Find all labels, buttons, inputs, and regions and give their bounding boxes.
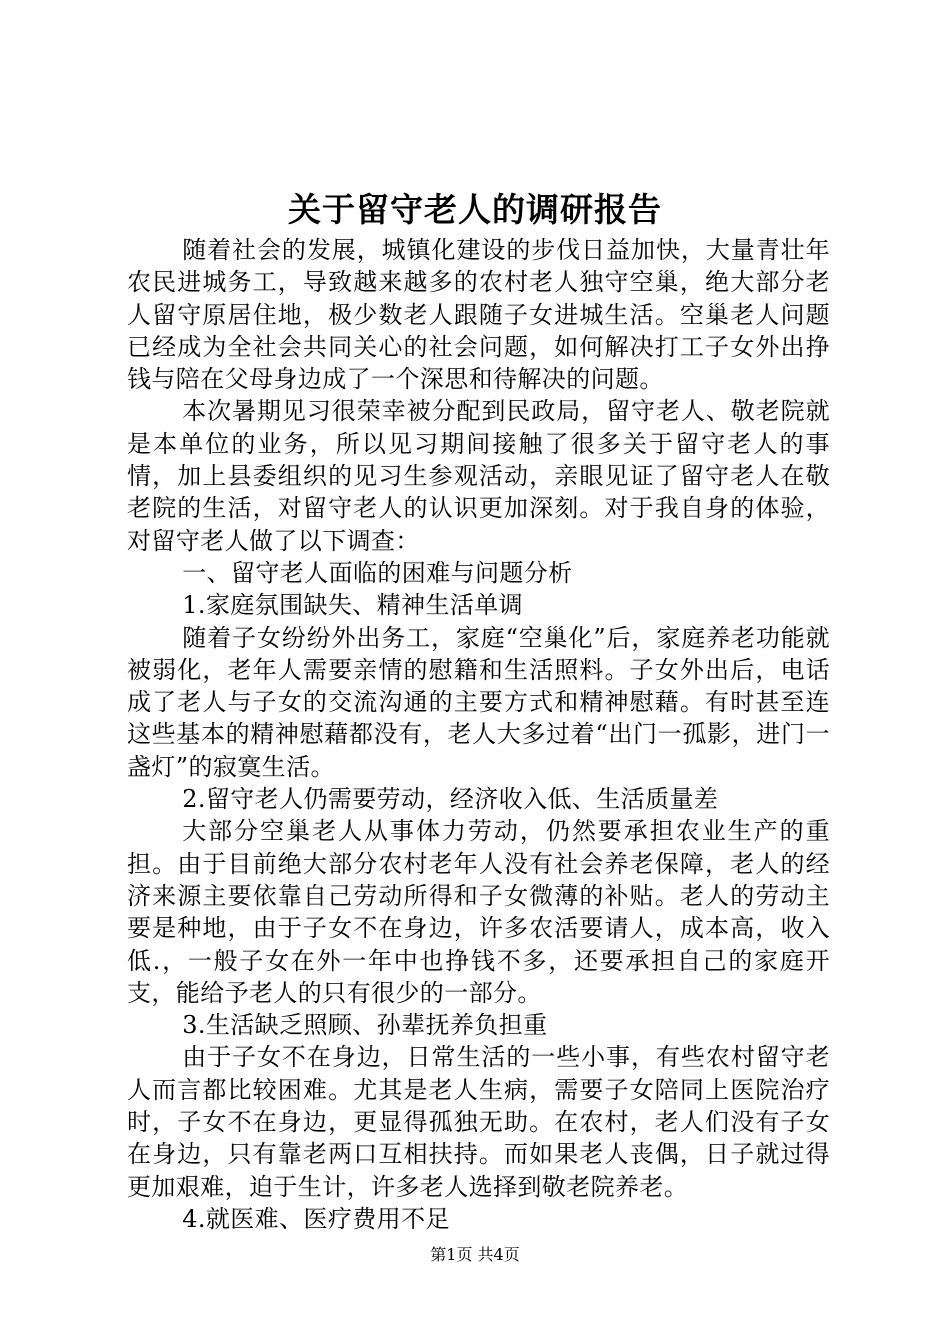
document-title: 关于留守老人的调研报告 [288, 190, 662, 229]
subsection-heading-3: 3.生活缺乏照顾、孙辈抚养负担重 [182, 1011, 548, 1040]
paragraph-labor: 大部分空巢老人从事体力劳动，仍然要承担农业生产的重担。由于目前绝大部分农村老年人没有社会养老保障，老人的经济来源主要依靠自己劳动所得和子女微薄的补贴。老人的劳动主要是种地，由于子女不在身边，许多农活要请人，成本高，收入低.，一般子女在外一年中也挣钱不多，还要承担自己的家庭开支，能给予老人的只有很少的一部分。 [127, 817, 830, 1007]
subsection-heading-1: 1.家庭氛围缺失、精神生活单调 [182, 591, 524, 620]
page-footer: 第1页 共4页 [430, 1245, 520, 1264]
section-heading-1: 一、留守老人面临的困难与问题分析 [182, 558, 573, 587]
paragraph-care: 由于子女不在身边，日常生活的一些小事，有些农村留守老人而言都比较困难。尤其是老人生病，需要子女陪同上医院治疗时，子女不在身边，更显得孤独无助。在农村，老人们没有子女在身边，只有靠老两口互相扶持。而如果老人丧偶，日子就过得更加艰难，迫于生计，许多老人选择到敬老院养老。 [127, 1043, 830, 1201]
subsection-heading-2: 2.留守老人仍需要劳动，经济收入低、生活质量差 [182, 785, 719, 814]
subsection-heading-4: 4.就医难、医疗费用不足 [182, 1204, 450, 1233]
document-body [127, 234, 830, 1235]
paragraph-internship: 本次暑期见习很荣幸被分配到民政局，留守老人、敬老院就是本单位的业务，所以见习期间接触了很多关于留守老人的事情，加上县委组织的见习生参观活动，亲眼见证了留守老人在敬老院的生活，对留守老人的认识更加深刻。对于我自身的体验，对留守老人做了以下调查： [127, 397, 830, 555]
paragraph-family: 随着子女纷纷外出务工，家庭“空巢化”后，家庭养老功能就被弱化，老年人需要亲情的慰籍和生活照料。子女外出后，电话成了老人与子女的交流沟通的主要方式和精神慰藉。有时甚至连这些基本的精神慰藉都没有，老人大多过着“出门一孤影，进门一盏灯”的寂寞生活。 [127, 623, 830, 781]
paragraph-intro: 随着社会的发展，城镇化建设的步伐日益加快，大量青壮年农民进城务工，导致越来越多的农村老人独守空巢，绝大部分老人留守原居住地，极少数老人跟随子女进城生活。空巢老人问题已经成为全社会共同关心的社会问题，如何解决打工子女外出挣钱与陪在父母身边成了一个深思和待解决的问题。 [127, 236, 830, 394]
